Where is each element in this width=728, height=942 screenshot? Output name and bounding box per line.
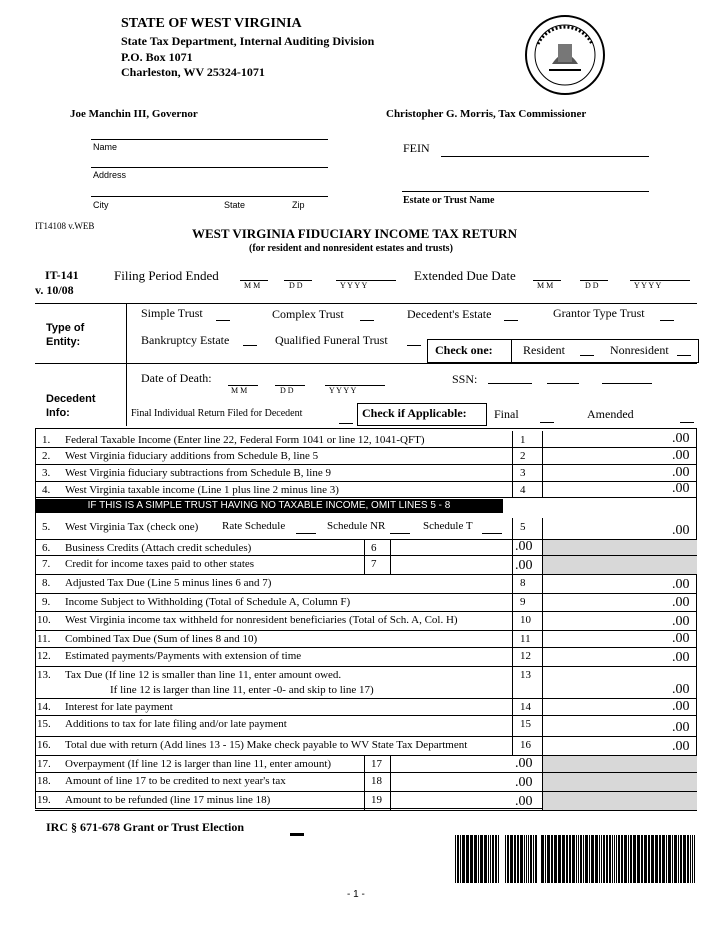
barcode-bar [683, 835, 686, 883]
dod-dd-hint: D D [280, 386, 294, 395]
line-number: 19. [37, 794, 51, 806]
schedule-nr-label: Schedule NR [327, 520, 386, 532]
barcode-bar [507, 835, 509, 883]
line-amount-field[interactable]: .00 [672, 448, 690, 463]
line-description: West Virginia income tax withheld for nonresident beneficiaries (Total of Sch. A, Col. H) [65, 614, 458, 626]
ssn-part2-field[interactable] [547, 383, 579, 384]
barcode-bar [457, 835, 459, 883]
extended-due-label: Extended Due Date [414, 268, 516, 283]
barcode-bar [601, 835, 602, 883]
line-amount-field[interactable]: .00 [515, 539, 533, 554]
form-subtitle: (for resident and nonresident estates and trusts) [249, 243, 453, 254]
barcode-bar [460, 835, 461, 883]
barcode-bar [624, 835, 627, 883]
schedule-t-checkbox[interactable] [482, 533, 502, 534]
state-seal-icon [524, 14, 606, 96]
barcode-bar [680, 835, 682, 883]
amended-label: Amended [587, 407, 634, 421]
line-amount-field[interactable]: .00 [672, 595, 690, 610]
state-label: State [224, 200, 246, 210]
po-box: P.O. Box 1071 [121, 50, 193, 64]
barcode-bar [591, 835, 594, 883]
page-number: - 1 - [347, 889, 365, 900]
line-box-number: 15 [520, 718, 531, 730]
barcode-bar [621, 835, 623, 883]
city-label: City [93, 200, 109, 210]
final-return-label: Final Individual Return Filed for Decedent [131, 408, 303, 419]
barcode-bar [616, 835, 617, 883]
entity-simple-label: Simple Trust [141, 306, 203, 320]
line-number: 15. [37, 718, 51, 730]
barcode-bar [566, 835, 568, 883]
barcode-bar [551, 835, 553, 883]
line-description: Total due with return (Add lines 13 - 15) Make check payable to WV State Tax Department [65, 739, 468, 751]
filing-period-label: Filing Period Ended [114, 268, 219, 283]
line-box-number: 1 [520, 434, 526, 446]
decedents-estate-checkbox[interactable] [504, 320, 518, 321]
barcode-bar [666, 835, 667, 883]
line-amount-field[interactable]: .00 [672, 465, 690, 480]
barcode-bar [480, 835, 483, 883]
barcode-bar [505, 835, 506, 883]
barcode-bar [495, 835, 497, 883]
barcode-bar [678, 835, 679, 883]
barcode-bar [533, 835, 534, 883]
barcode-bar [520, 835, 523, 883]
barcode-bar [478, 835, 479, 883]
barcode-bar [569, 835, 571, 883]
final-label: Final [494, 407, 519, 421]
barcode-bar [554, 835, 557, 883]
line-number: 1. [42, 434, 51, 446]
barcode-bar [655, 835, 658, 883]
barcode-bar [659, 835, 661, 883]
line-box-number: 17 [371, 758, 382, 770]
barcode-bar [535, 835, 537, 883]
line-amount-field[interactable]: .00 [672, 614, 690, 629]
form-id: IT-141 [45, 268, 79, 282]
barcode-bar [488, 835, 489, 883]
barcode-bar [609, 835, 611, 883]
line-description-cont: If line 12 is larger than line 11, enter -0- and skip to line 17) [110, 684, 374, 696]
line-amount-field[interactable]: .00 [515, 558, 533, 573]
barcode-bar [614, 835, 615, 883]
address-field[interactable] [91, 196, 328, 197]
nonresident-label: Nonresident [610, 343, 669, 357]
name-field[interactable] [91, 167, 328, 168]
barcode-bar [547, 835, 550, 883]
zip-label: Zip [292, 200, 305, 210]
name-label: Name [93, 142, 118, 152]
line-box-number: 19 [371, 794, 382, 806]
entity-grantor-label: Grantor Type Trust [553, 306, 645, 320]
barcode-bar [633, 835, 636, 883]
yyyy-hint-2: Y Y Y Y [634, 281, 662, 290]
date-of-death-label: Date of Death: [141, 371, 212, 385]
irc-checkbox[interactable] [290, 833, 304, 836]
line-amount-field[interactable]: .00 [672, 431, 690, 446]
line-amount-field[interactable]: .00 [515, 756, 533, 771]
state-title: STATE OF WEST VIRGINIA [121, 16, 302, 31]
dod-yyyy-hint: Y Y Y Y [329, 386, 357, 395]
resident-label: Resident [523, 343, 565, 357]
line-number: 16. [37, 739, 51, 751]
line-number: 5. [42, 521, 51, 533]
line-description: West Virginia Tax (check one) [65, 521, 199, 533]
fein-field[interactable] [441, 156, 649, 157]
line-description: Income Subject to Withholding (Total of Schedule A, Column F) [65, 596, 351, 608]
line-box-number: 10 [520, 614, 531, 626]
line-box-number: 2 [520, 450, 526, 462]
barcode-bar [541, 835, 544, 883]
barcode-bar [490, 835, 491, 883]
barcode-bar [690, 835, 691, 883]
complex-trust-checkbox[interactable] [360, 320, 374, 321]
barcode-bar [687, 835, 689, 883]
line-description: Estimated payments/Payments with extension of time [65, 650, 302, 662]
nonresident-checkbox[interactable] [677, 355, 691, 356]
line-amount-field[interactable]: .00 [515, 794, 533, 809]
barcode-bar [558, 835, 561, 883]
barcode-bar [651, 835, 654, 883]
commissioner: Christopher G. Morris, Tax Commissioner [386, 108, 587, 120]
line-box-number: 11 [520, 633, 531, 645]
barcode-bar [498, 835, 499, 883]
form-version: v. 10/08 [35, 283, 74, 297]
line-description: Adjusted Tax Due (Line 5 minus lines 6 and 7) [65, 577, 272, 589]
barcode-bar [674, 835, 677, 883]
barcode-bar [595, 835, 598, 883]
line-box-number: 6 [371, 542, 377, 554]
dd-hint-2: D D [585, 281, 599, 290]
line-amount-field[interactable]: .00 [672, 631, 690, 646]
barcode-bar [628, 835, 629, 883]
barcode-bar [578, 835, 579, 883]
line-description: West Virginia fiduciary additions from Schedule B, line 5 [65, 450, 319, 462]
line-description: West Virginia taxable income (Line 1 plus line 2 minus line 3) [65, 484, 339, 496]
line-box-number: 18 [371, 775, 382, 787]
barcode-bar [576, 835, 577, 883]
form-code: IT14108 v.WEB [35, 221, 95, 231]
line-amount-field[interactable]: .00 [672, 481, 690, 496]
barcode-bar [510, 835, 513, 883]
schedule-t-label: Schedule T [423, 520, 473, 532]
line-number: 17. [37, 758, 51, 770]
simple-trust-checkbox[interactable] [216, 320, 230, 321]
line-description: Interest for late payment [65, 701, 173, 713]
line-box-number: 14 [520, 701, 531, 713]
check-if-label: Check if Applicable: [362, 406, 467, 420]
form-title: WEST VIRGINIA FIDUCIARY INCOME TAX RETURN [192, 226, 517, 241]
line-box-number: 5 [520, 521, 526, 533]
line-description: Credit for income taxes paid to other states [65, 558, 255, 570]
barcode-bar [662, 835, 665, 883]
barcode-bar [580, 835, 582, 883]
line-description: Tax Due (If line 12 is smaller than line 11, enter amount owed. [65, 669, 342, 681]
barcode-bar [517, 835, 519, 883]
entity-decedents-label: Decedent's Estate [407, 307, 492, 321]
rate-schedule-checkbox[interactable] [296, 533, 316, 534]
line-description: Combined Tax Due (Sum of lines 8 and 10) [65, 633, 258, 645]
line-amount-field[interactable]: .00 [672, 720, 690, 735]
line-description: Federal Taxable Income (Enter line 22, Federal Form 1041 or line 12, 1041-QFT) [65, 434, 425, 446]
barcode-bar [692, 835, 693, 883]
barcode-bar [583, 835, 584, 883]
barcode-bar [585, 835, 588, 883]
line-amount-field[interactable]: .00 [672, 739, 690, 754]
entity-complex-label: Complex Trust [272, 307, 344, 321]
barcode-bar [668, 835, 671, 883]
line-number: 3. [42, 467, 51, 479]
entity-funeral-label: Qualified Funeral Trust [275, 333, 388, 347]
line-amount-field[interactable]: .00 [672, 699, 690, 714]
barcode-bar [572, 835, 575, 883]
line-description: Overpayment (If line 12 is larger than line 11, enter amount) [65, 758, 332, 770]
barcode-bar [528, 835, 529, 883]
barcode-bar [524, 835, 525, 883]
mm-hint-2: M M [537, 281, 554, 290]
decedent-label: Decedent Info: [46, 393, 96, 419]
line-box-number: 12 [520, 650, 531, 662]
estate-name-field[interactable] [402, 191, 649, 192]
barcode-bar [589, 835, 590, 883]
check-one-label: Check one: [435, 343, 493, 357]
barcode-bar [612, 835, 613, 883]
line-number: 13. [37, 669, 51, 681]
barcode-bar [470, 835, 473, 883]
line-number: 9. [42, 596, 51, 608]
barcode-bar [562, 835, 565, 883]
barcode-bar [462, 835, 465, 883]
line-amount-field[interactable]: .00 [672, 682, 690, 697]
line-number: 18. [37, 775, 51, 787]
entity-bankruptcy-label: Bankruptcy Estate [141, 333, 230, 347]
line-box-number: 7 [371, 558, 377, 570]
barcode-bar [630, 835, 632, 883]
line-box-number: 9 [520, 596, 526, 608]
barcode-bar [644, 835, 647, 883]
barcode-bar [484, 835, 487, 883]
barcode-bar [603, 835, 605, 883]
barcode-bar [530, 835, 532, 883]
fein-label: FEIN [403, 141, 430, 155]
line-description: Additions to tax for late filing and/or late payment [65, 718, 287, 730]
amended-checkbox[interactable] [680, 422, 694, 423]
barcode-bar [466, 835, 469, 883]
line-number: 12. [37, 650, 51, 662]
barcode-bar [526, 835, 527, 883]
line-number: 11. [37, 633, 51, 645]
line-description: Business Credits (Attach credit schedules) [65, 542, 252, 554]
dd-hint: D D [289, 281, 303, 290]
barcode-bar [455, 835, 456, 883]
final-checkbox[interactable] [540, 422, 554, 423]
simple-trust-banner: IF THIS IS A SIMPLE TRUST HAVING NO TAXABLE INCOME, OMIT LINES 5 - 8 [35, 499, 503, 513]
grantor-trust-checkbox[interactable] [660, 320, 674, 321]
barcode-bar [618, 835, 620, 883]
final-return-checkbox[interactable] [339, 423, 353, 424]
line-number: 6. [42, 542, 51, 554]
line-box-number: 16 [520, 739, 531, 751]
barcode-icon [453, 835, 698, 883]
barcode-bar [637, 835, 640, 883]
line-box-number: 13 [520, 669, 531, 681]
barcode-bar [492, 835, 494, 883]
barcode-bar [545, 835, 546, 883]
city-address: Charleston, WV 25324-1071 [121, 65, 265, 79]
department: State Tax Department, Internal Auditing Division [121, 34, 375, 48]
bankruptcy-checkbox[interactable] [243, 345, 257, 346]
governor: Joe Manchin III, Governor [70, 108, 198, 120]
funeral-trust-checkbox[interactable] [407, 345, 421, 346]
line-number: 2. [42, 450, 51, 462]
line-number: 14. [37, 701, 51, 713]
rate-schedule-label: Rate Schedule [222, 520, 286, 532]
mm-hint: M M [244, 281, 261, 290]
ssn-part1-field[interactable] [488, 383, 532, 384]
line-description: West Virginia fiduciary subtractions from Schedule B, line 9 [65, 467, 331, 479]
line-description: Amount to be refunded (line 17 minus line 18) [65, 794, 271, 806]
resident-checkbox[interactable] [580, 355, 594, 356]
barcode-bar [694, 835, 695, 883]
line-description: Amount of line 17 to be credited to next year's tax [65, 775, 286, 787]
line-number: 4. [42, 484, 51, 496]
line-box-number: 4 [520, 484, 526, 496]
line-amount-field[interactable]: .00 [672, 577, 690, 592]
barcode-bar [648, 835, 650, 883]
line-box-number: 3 [520, 467, 526, 479]
barcode-bar [474, 835, 477, 883]
barcode-bar [514, 835, 516, 883]
line-amount-field[interactable]: .00 [672, 650, 690, 665]
ssn-part3-field[interactable] [602, 383, 652, 384]
barcode-bar [672, 835, 673, 883]
line-box-number: 8 [520, 577, 526, 589]
line-amount-field[interactable]: .00 [672, 523, 690, 538]
barcode-bar [606, 835, 608, 883]
estate-name-label: Estate or Trust Name [403, 195, 495, 206]
address-label: Address [93, 170, 127, 180]
irc-election: IRC § 671-678 Grant or Trust Election [46, 820, 244, 834]
line-number: 8. [42, 577, 51, 589]
line-amount-field[interactable]: .00 [515, 775, 533, 790]
ssn-label: SSN: [452, 372, 478, 386]
yyyy-hint: Y Y Y Y [340, 281, 368, 290]
line-number: 7. [42, 558, 51, 570]
entity-label: Type of Entity: [46, 322, 85, 348]
barcode-bar [599, 835, 600, 883]
dod-mm-hint: M M [231, 386, 248, 395]
line-number: 10. [37, 614, 51, 626]
schedule-nr-checkbox[interactable] [390, 533, 410, 534]
barcode-bar [641, 835, 643, 883]
